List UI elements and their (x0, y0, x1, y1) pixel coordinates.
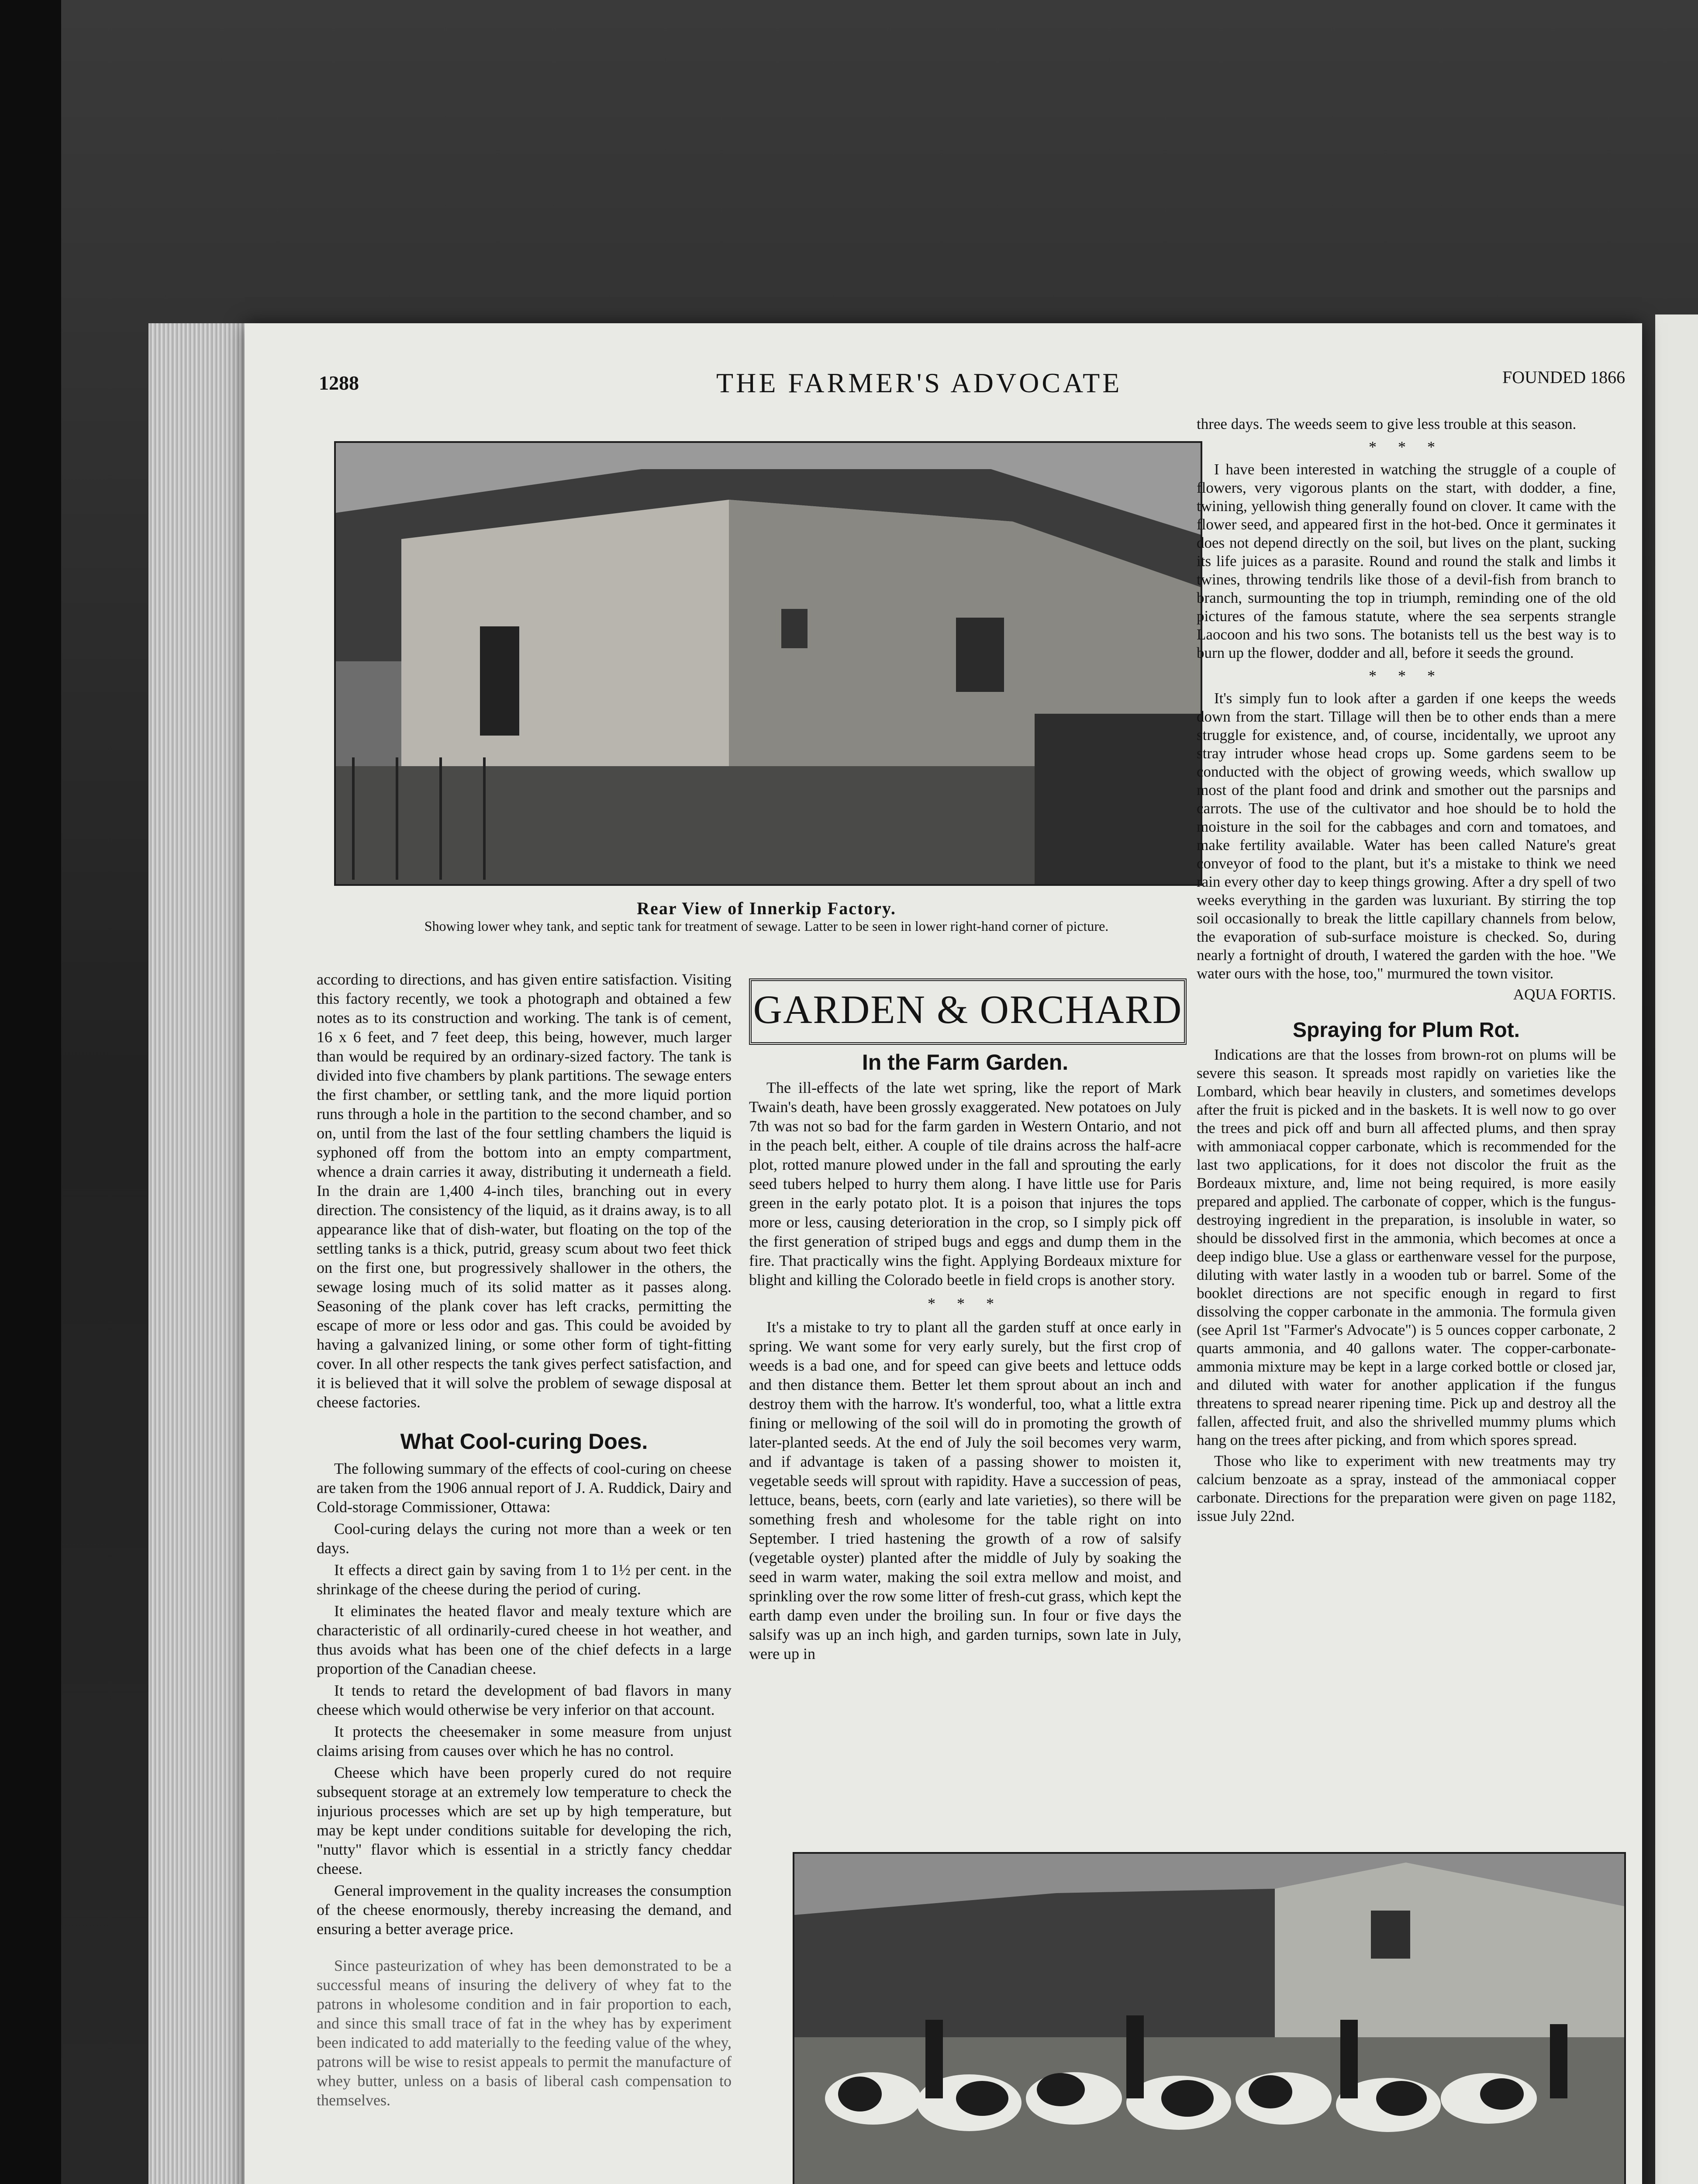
section-divider-stars: * * * (928, 1295, 1003, 1312)
cool-curing-paragraph: Cool-curing delays the curing not more than a week or ten days. (317, 1520, 732, 1557)
cool-curing-paragraph: It effects a direct gain by saving from 1 to 1½ per cent. in the shrinkage of the cheese during the period of curing. (317, 1561, 732, 1598)
section-divider-stars: * * * (1369, 667, 1444, 684)
cool-curing-paragraph: It tends to retard the development of bad flavors in many cheese which would otherwise be very inferior on that account. (317, 1682, 732, 1718)
weeding-paragraph: It's simply fun to look after a garden if one keeps the weeds down from the start. Tillage will then be to other ends than a mere struggle for existence, and, of course, incidentally, we uproot any stray intruder whose head crops up. Some gardens seem to be conducted with the object of growing weeds, which swallow up most of the plant food and drink and smother out the parsnips and carrots. The use of the cultivator and hoe should be to hold the moisture in the soil for the cabbages and corn and tomatoes, and make fertility available. Water has been called Nature's great conveyor of food to the plant, but it's a mistake to think we need rain every other day to keep things growing. After a dry spell of two weeks everything in the garden was luxuriant. By stirring the top soil occasionally to break the little capillary channels from below, the evaporation of sub-surface moisture is checked. So, during nearly a fortnight of drouth, I watered the garden with the hoe. "We water ours with the hose, too," murmured the town visitor. (1197, 690, 1616, 982)
page-header (245, 367, 1642, 402)
factory-photo (334, 441, 1202, 886)
factory-photo-image (336, 443, 1201, 884)
farm-garden-heading: In the Farm Garden. (862, 1050, 1069, 1075)
author-signature: AQUA FORTIS. (1513, 986, 1616, 1003)
garden-orchard-banner: GARDEN & ORCHARD (749, 978, 1187, 1045)
newspaper-page (245, 323, 1642, 2184)
farm-garden-paragraph: It's a mistake to try to plant all the garden stuff at once early in spring. We want some for very early surely, but the first crop of weeds is a bad one, and for speed can give beets and lettuce odds and then distance them. Better let them sprout about an inch and destroy them with the harrow. It's wonderful, too, what a little extra fining or mellowing of the soil will do in promoting the growth of later-planted seeds. At the end of July the soil becomes very warm, and if advantage is taken of a passing shower to moisten it, vegetable seeds will sprout with rapidity. Have a succession of peas, lettuce, beans, beets, corn (early and late varieties), so there will be something fresh and wholesome for the table right on into September. I tried hastening the growth of a row of salsify (vegetable oyster) planted after the middle of July by soaking the seed in warm water, making the soil extra mellow and moist, and sprinkling over the row some litter of fresh-cut grass, which kept the earth damp even under the broiling sun. In four or five days the salsify was up an inch high, and garden turnips, sown late in July, were up in (749, 1318, 1181, 1662)
section-divider-stars: * * * (1369, 438, 1444, 456)
pasteurization-paragraph: Since pasteurization of whey has been demonstrated to be a successful means of insuring the delivery of whey fat to the patrons in wholesome condition and in fair proportion to each, and since this small trace of fat in the whey has by experiment been indicated to add materially to the feeding value of the whey, patrons will be wise to resist appeals to permit the manufacture of whey butter, unless on a basis of liberal cash compensation to themselves. (317, 1957, 732, 2109)
left-column (317, 970, 732, 2112)
sewage-tank-paragraph: according to directions, and has given entire satisfaction. Visiting this factory recently, we took a photograph and obtained a few notes as to its construction and working. The tank is of cement, 16 x 6 feet, and 7 feet deep, this being, however, much larger than would be required by an ordinary-sized factory. The tank is divided into five chambers by plank partitions. The sewage enters the first chamber, or settling tank, and the more liquid portion runs through a hole in the partition to the second chamber, and so on, until from the last of the four settling chambers the liquid is syphoned off from the bottom into an empty compartment, whence a drain carries it away, distributing it underneath a field. In the drain are 1,400 4-inch tiles, branching out in every direction. The consistency of the liquid, as it drains away, is to all appearance like that of dish-water, but floating on the top of the settling tanks is a thick, putrid, greasy scum about two feet thick on the first one, but progressively shallower in the others, the sewage losing much of its solid matter as it passes along. Seasoning of the plank cover has left cracks, permitting the escape of more or less odor and gas. This could be avoided by having a galvanized lining, or some other form of tight-fitting cover. In all other respects the tank gives perfect satisfaction, and it is believed that it will solve the problem of sewage disposal at cheese factories. (317, 971, 732, 1411)
cool-curing-paragraph: It eliminates the heated flavor and mealy texture which are characteristic of all ordinarily-cured cheese in hot weather, and thus avoids what has been one of the chief defects in a large proportion of the Canadian cheese. (317, 1602, 732, 1677)
middle-column (749, 1050, 1181, 1666)
factory-photo-title: Rear View of Innerkip Factory. (637, 898, 896, 918)
holstein-cows-photo-image (794, 1854, 1624, 2184)
factory-photo-description: Showing lower whey tank, and septic tank for treatment of sewage. Latter to be seen in lower right-hand corner of picture. (424, 918, 1109, 934)
cool-curing-heading: What Cool-curing Does. (400, 1429, 648, 1454)
holstein-cows-photo (793, 1852, 1626, 2184)
cool-curing-paragraph: It protects the cheesemaker in some measure from unjust claims arising from causes over which he has no control. (317, 1723, 732, 1759)
dodder-paragraph: I have been interested in watching the struggle of a couple of flowers, very vigorous plants on the start, with dodder, a fine, twining, yellowish thing generally found on clover. It came with the flower seed, and appeared first in the hot-bed. Once it germinates it does not depend directly on the soil, but lives on the plant, sucking its life juices as a parasite. Round and round the stalk and limbs it twines, throwing tendrils like those of a devil-fish from branch to branch, surmounting the top in triumph, reminding one of the old pictures of the famous statute, where the sea serpents strangle Laocoon and his two sons. The botanists tell us the best way is to burn up the flower, dodder and all, before it seeds the ground. (1197, 461, 1616, 661)
continued-paragraph: three days. The weeds seem to give less trouble at this season. (1197, 415, 1577, 432)
book-page-edges (148, 323, 253, 2184)
plum-rot-paragraph: Those who like to experiment with new treatments may try calcium benzoate as a spray, instead of the ammoniacal copper carbonate. Directions for the preparation were given on page 1182, issue July 22nd. (1197, 1452, 1616, 1524)
plum-rot-paragraph: Indications are that the losses from brown-rot on plums will be severe this season. It spreads most rapidly on varieties like the Lombard, which bear heavily in clusters, and sometimes develops after the fruit is picked and in the baskets. It is well now to go over the trees and pick off and burn all affected plums, and then spray with ammoniacal copper carbonate, which is recommended for the last two applications, for it does not discolor the fruit as the Bordeaux mixture, and, lime not being required, is more easily prepared and applied. The carbonate of copper, which is the fungus-destroying ingredient in the preparation, is insoluble in water, so should be dissolved first in the ammonia, which becomes at once a deep indigo blue. Use a glass or earthenware vessel for the purpose, diluting with water lastly in a wooden tub or barrel. Some of the booklet directions are not specific enough in regard to first dissolving the copper carbonate in the ammonia. The formula given (see April 1st "Farmer's Advocate") is 5 ounces copper carbonate, 2 quarts ammonia, and 40 gallons water. The copper-carbonate-ammonia mixture may be kept in a large corked bottle or closed jar, and diluted with water for another application if the fungus threatens to spread nearer ripening time. Pick up and destroy all the fallen, affected fruit, and also the shrivelled mummy plums which hang on the trees after picking, and from which spores spread. (1197, 1046, 1616, 1448)
cool-curing-paragraph: The following summary of the effects of cool-curing on cheese are taken from the 1906 annual report of J. A. Ruddick, Dairy and Cold-storage Commissioner, Ottawa: (317, 1460, 732, 1516)
scan-dark-margin (0, 0, 61, 2184)
cool-curing-paragraph: Cheese which have been properly cured do not require subsequent storage at an extremely low temperature to check the injurious processes which are set up by high temperature, but may be kept under conditions suitable for developing the rich, "nutty" flavor which is essential in a strictly fancy cheddar cheese. (317, 1764, 732, 1877)
plum-rot-heading: Spraying for Plum Rot. (1292, 1019, 1520, 1042)
farm-garden-paragraph: The ill-effects of the late wet spring, like the report of Mark Twain's death, have been grossly exaggerated. New potatoes on July 7th was not so bad for the farm garden in Western Ontario, and not in the peach belt, either. A couple of tile drains across the half-acre plot, rotted manure plowed under in the fall and sprouting the early seed tubers helped to hurry them along. I have little use for Paris green in the early potato plot. It is a poison that injures the tops more or less, causing deterioration in the crop, so I simply pick off the first generation of striped bugs and eggs and dump them in the fire. That practically wins the fight. Applying Bordeaux mixture for blight and killing the Colorado beetle in field crops is another story. (749, 1079, 1181, 1289)
factory-photo-caption (334, 900, 1199, 935)
founded-label: FOUNDED 1866 (1502, 367, 1626, 387)
publication-title: THE FARMER'S ADVOCATE (716, 367, 1122, 398)
page-number: 1288 (319, 372, 359, 394)
cool-curing-paragraph: General improvement in the quality increases the consumption of the cheese enormously, thereby increasing the demand, and ensuring a better average price. (317, 1882, 732, 1938)
adjacent-page-fragment (1655, 314, 1698, 2184)
right-column (1197, 415, 1616, 1528)
